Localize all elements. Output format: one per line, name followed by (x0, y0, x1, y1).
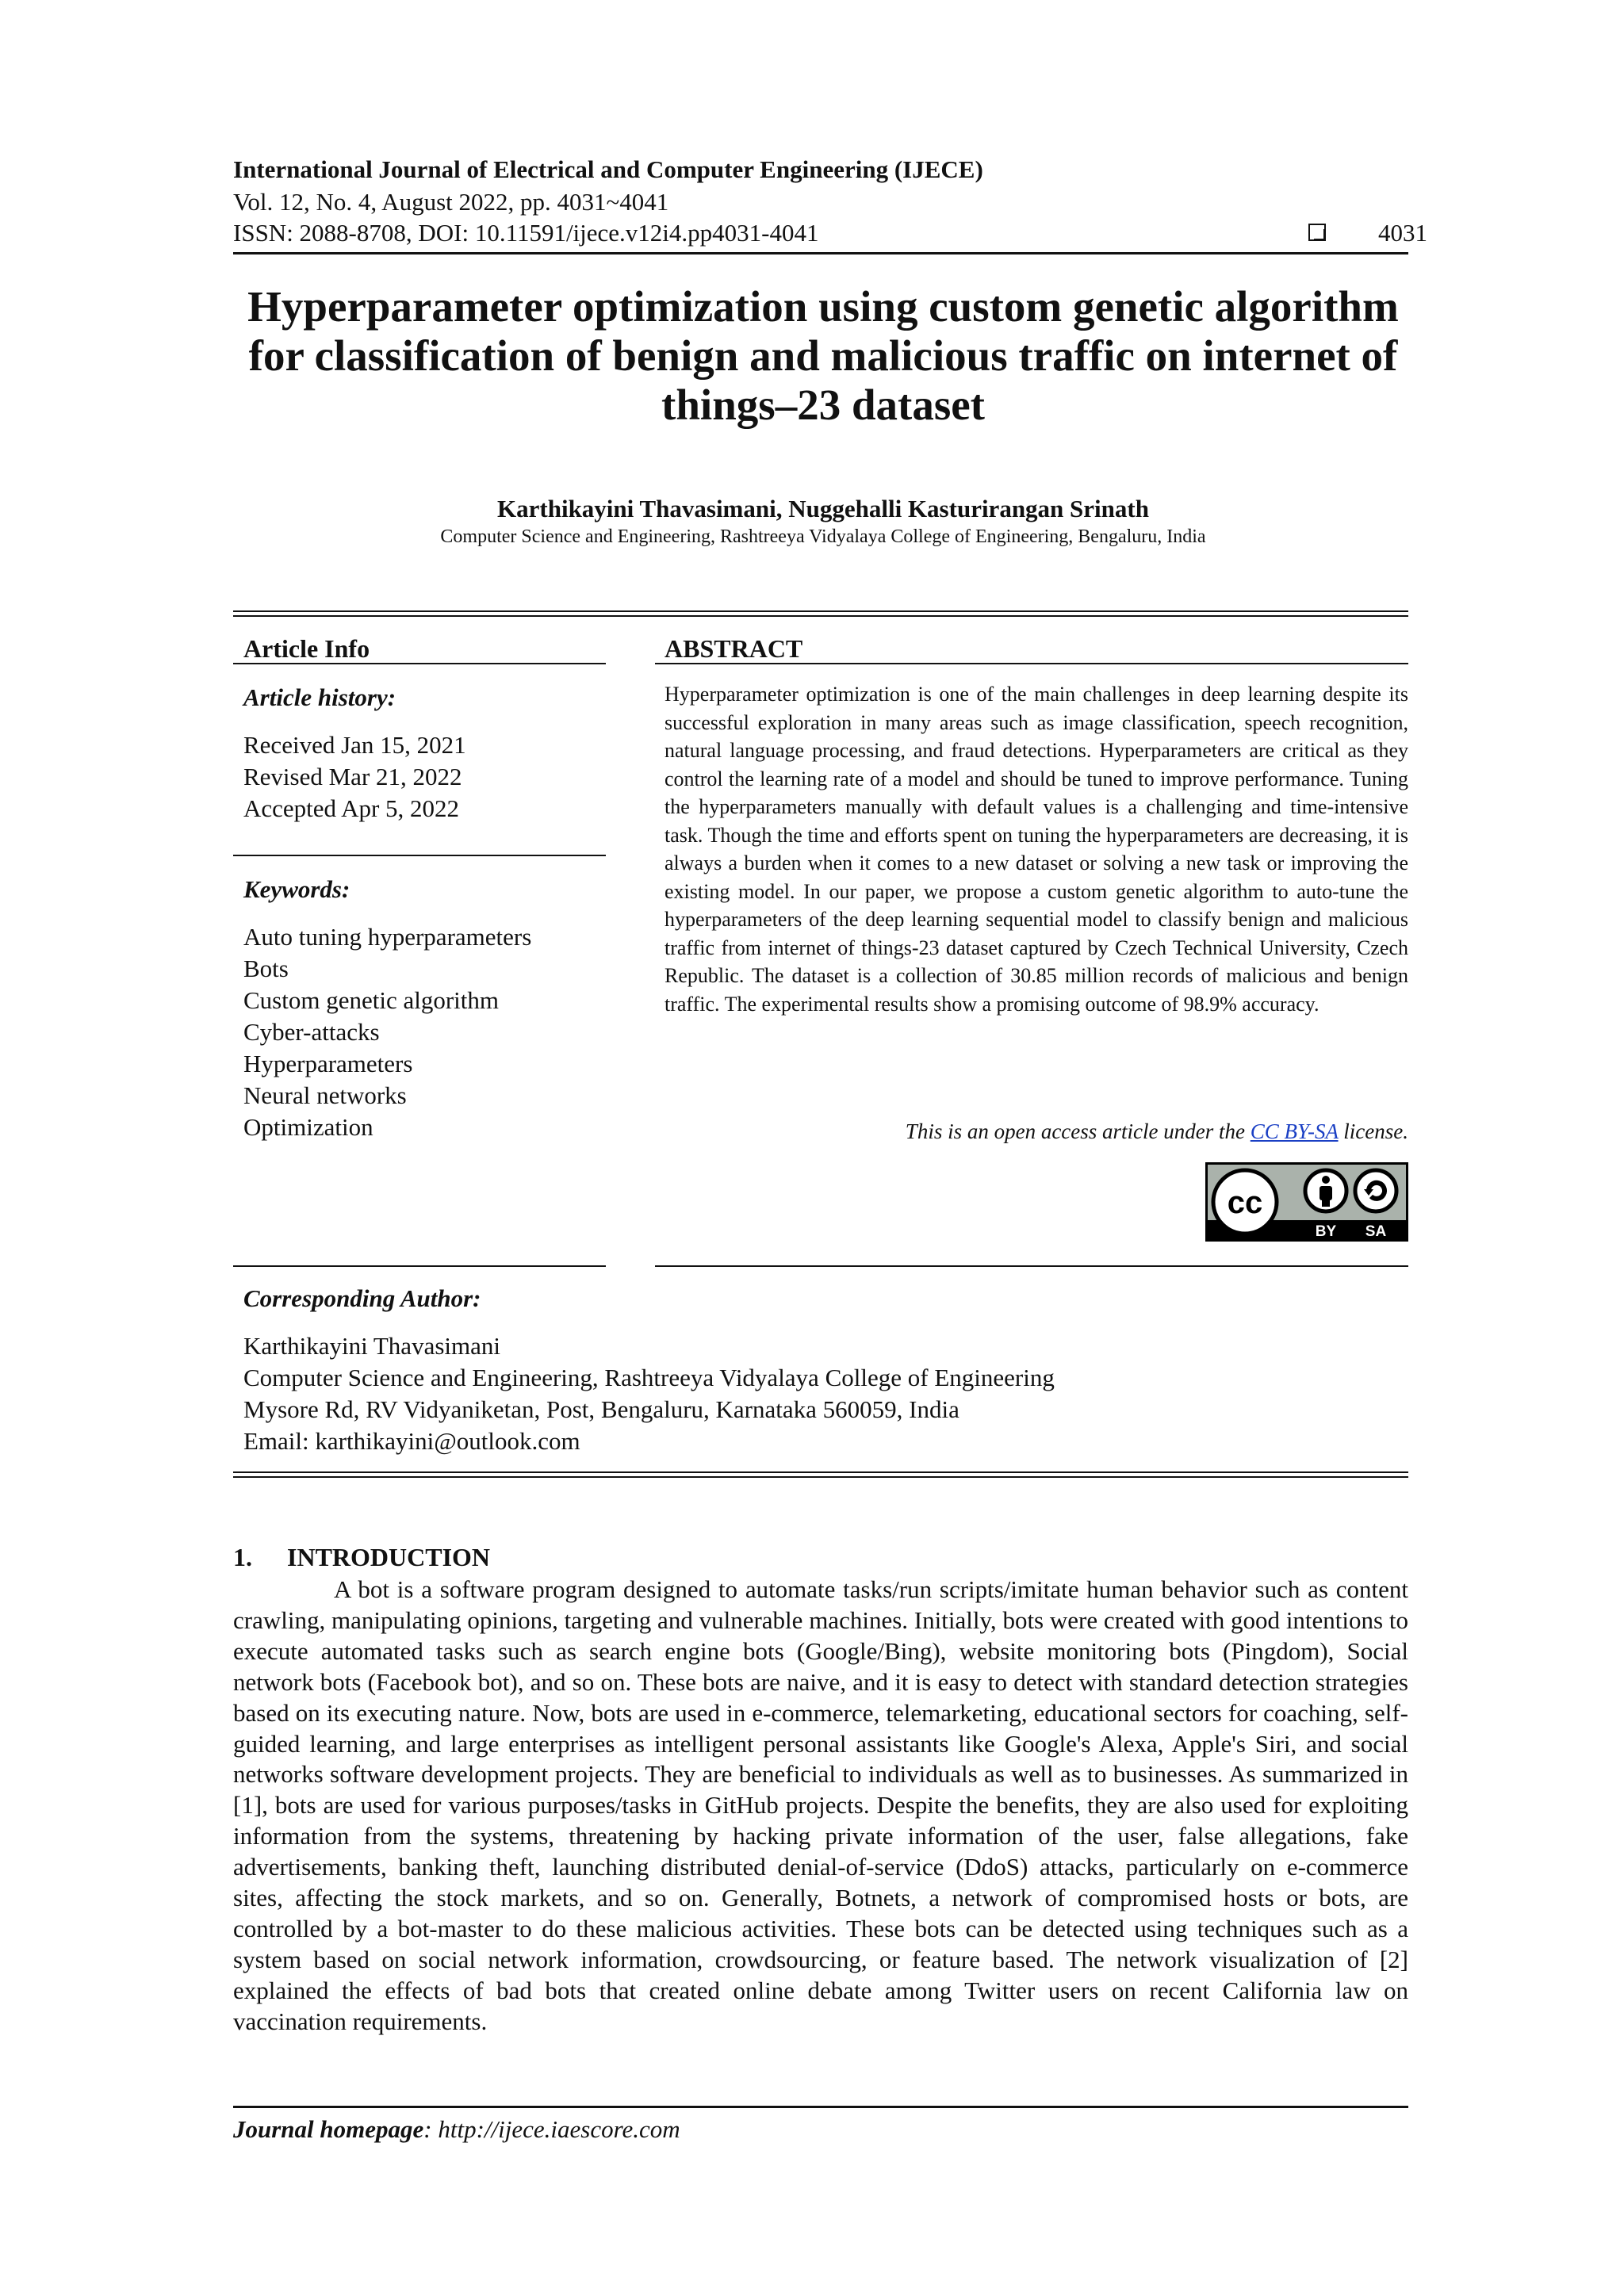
keyword-item: Neural networks (243, 1081, 407, 1109)
revised-date: Revised Mar 21, 2022 (243, 763, 462, 790)
header-rule (233, 252, 1408, 254)
corresponding-name: Karthikayini Thavasimani (243, 1332, 500, 1360)
block-rule-top-2 (233, 615, 1408, 617)
accepted-date: Accepted Apr 5, 2022 (243, 794, 460, 822)
by-label: BY (1315, 1223, 1337, 1240)
keywords-heading: Keywords: (243, 875, 350, 903)
article-history-heading: Article history: (243, 683, 396, 711)
open-access-suffix: license. (1338, 1119, 1408, 1143)
abstract-bottom-rule (655, 1265, 1408, 1267)
sa-label: SA (1365, 1223, 1387, 1240)
keywords-rule (233, 1265, 606, 1267)
article-info-heading: Article Info (243, 634, 370, 663)
checkbox-icon (1308, 224, 1326, 241)
section-number: 1. (233, 1543, 252, 1571)
cc-icon-text: cc (1227, 1185, 1263, 1220)
keyword-item: Custom genetic algorithm (243, 986, 500, 1014)
homepage-url[interactable]: : http://ijece.iaescore.com (423, 2115, 680, 2143)
article-info-rule (233, 663, 606, 664)
open-access-note (665, 1119, 1408, 1144)
authors: Karthikayini Thavasimani, Nuggehalli Kasturirangan Srinath (497, 495, 1149, 522)
introduction-body (233, 1575, 1408, 2038)
abstract-text: Hyperparameter optimization is one of the main challenges in deep learning despite its successful exploration in many areas such as image classification, speech recognition, natural language processing, and fraud detections. Hyperparameters are critical as they control the learning rate of a model and should be tuned to improve performance. Tuning the hyperparameters manually with default values is a challenging and time-intensive task. Though the time and efforts spent on tuning the hyperparameters are decreasing, it is always a burden when it comes to a new dataset or solving a new task or improving the existing model. In our paper, we propose a custom genetic algorithm to auto-tune the hyperparameters of the deep learning sequential model to classify benign and malicious traffic from internet of things-23 dataset captured by Czech Technical University, Czech Republic. The dataset is a collection of 30.85 million records of malicious and benign traffic. The experimental results show a promising outcome of 98.9% accuracy. (665, 683, 1408, 1016)
keyword-item: Auto tuning hyperparameters (243, 923, 532, 951)
keyword-item: Optimization (243, 1113, 373, 1141)
cc-badge-graphic (1205, 1162, 1408, 1242)
corresponding-email: Email: karthikayini@outlook.com (243, 1427, 580, 1455)
block-rule-bottom-2 (233, 1476, 1408, 1478)
section-title: INTRODUCTION (287, 1543, 491, 1571)
open-access-prefix: This is an open access article under the (905, 1119, 1251, 1143)
corresponding-address: Mysore Rd, RV Vidyaniketan, Post, Bengaluru, Karnataka 560059, India (243, 1395, 959, 1423)
footer-rule (233, 2106, 1408, 2108)
title-line-1: Hyperparameter optimization using custom genetic algorithm (247, 282, 1399, 331)
journal-homepage (233, 2115, 680, 2144)
corresponding-author-heading: Corresponding Author: (243, 1284, 481, 1312)
volume-info: Vol. 12, No. 4, August 2022, pp. 4031~4041 (233, 188, 669, 216)
issn-doi: ISSN: 2088-8708, DOI: 10.11591/ijece.v12i4.pp4031-4041 (233, 219, 819, 247)
block-rule-top (233, 610, 1408, 612)
block-rule-bottom (233, 1471, 1408, 1473)
homepage-label: Journal homepage (233, 2115, 424, 2143)
keyword-item: Cyber-attacks (243, 1018, 380, 1046)
sa-icon (1355, 1170, 1396, 1211)
paper-title (222, 282, 1424, 430)
affiliation: Computer Science and Engineering, Rashtreeya Vidyalaya College of Engineering, Bengaluru, India (440, 526, 1206, 547)
title-line-2: for classification of benign and malicious traffic on internet of (248, 331, 1398, 380)
introduction-heading (233, 1543, 490, 1572)
cc-by-sa-link[interactable]: CC BY-SA (1250, 1119, 1339, 1143)
keywords-list (243, 921, 531, 1143)
introduction-paragraph: A bot is a software program designed to automate tasks/run scripts/imitate human behavior such as content crawling, manipulating opinions, targeting and vulnerable machines. Initially, bots were created with good intentions to execute automated tasks such as search engine bots (Google/Bing), website monitoring bots (Pingdom), Social network bots (Facebook bot), and so on. These bots are naive, and it is easy to detect with standard detection strategies based on its executing nature. Now, bots are used in e-commerce, telemarketing, educational sectors for coaching, self-guided learning, and large enterprises as intelligent personal assistants like Google's Alexa, Apple's Siri, and social networks software development projects. They are beneficial to individuals as well as to businesses. As summarized in [1], bots are used for various purposes/tasks in GitHub projects. Despite the benefits, they are also used for exploiting information from the systems, threatening by hacking private information of the user, false allegations, fake advertisements, banking theft, launching distributed denial-of-service (DdoS) attacks, particularly on e-commerce sites, affecting the stock markets, and so on. Generally, Botnets, a network of compromised hosts or bots, are controlled by a bot-master to do these malicious activities. These bots can be detected using techniques such as a system based on social network information, crowdsourcing, or feature based. The network visualization of [2] explained the effects of bad bots that created online debate among Twitter users on recent California law on vaccination requirements. (233, 1575, 1408, 2035)
abstract-rule (655, 663, 1408, 664)
keyword-item: Bots (243, 955, 289, 982)
journal-name: International Journal of Electrical and Computer Engineering (IJECE) (233, 155, 983, 183)
corresponding-author-details (243, 1330, 1055, 1457)
cc-by-sa-badge[interactable] (1205, 1162, 1408, 1242)
abstract-heading: ABSTRACT (665, 634, 803, 663)
title-line-3: things–23 dataset (661, 381, 985, 429)
corresponding-department: Computer Science and Engineering, Rashtreeya Vidyalaya College of Engineering (243, 1364, 1055, 1391)
keyword-item: Hyperparameters (243, 1050, 413, 1077)
received-date: Received Jan 15, 2021 (243, 731, 466, 759)
history-rule (233, 855, 606, 856)
page-number: 4031 (1378, 219, 1427, 247)
